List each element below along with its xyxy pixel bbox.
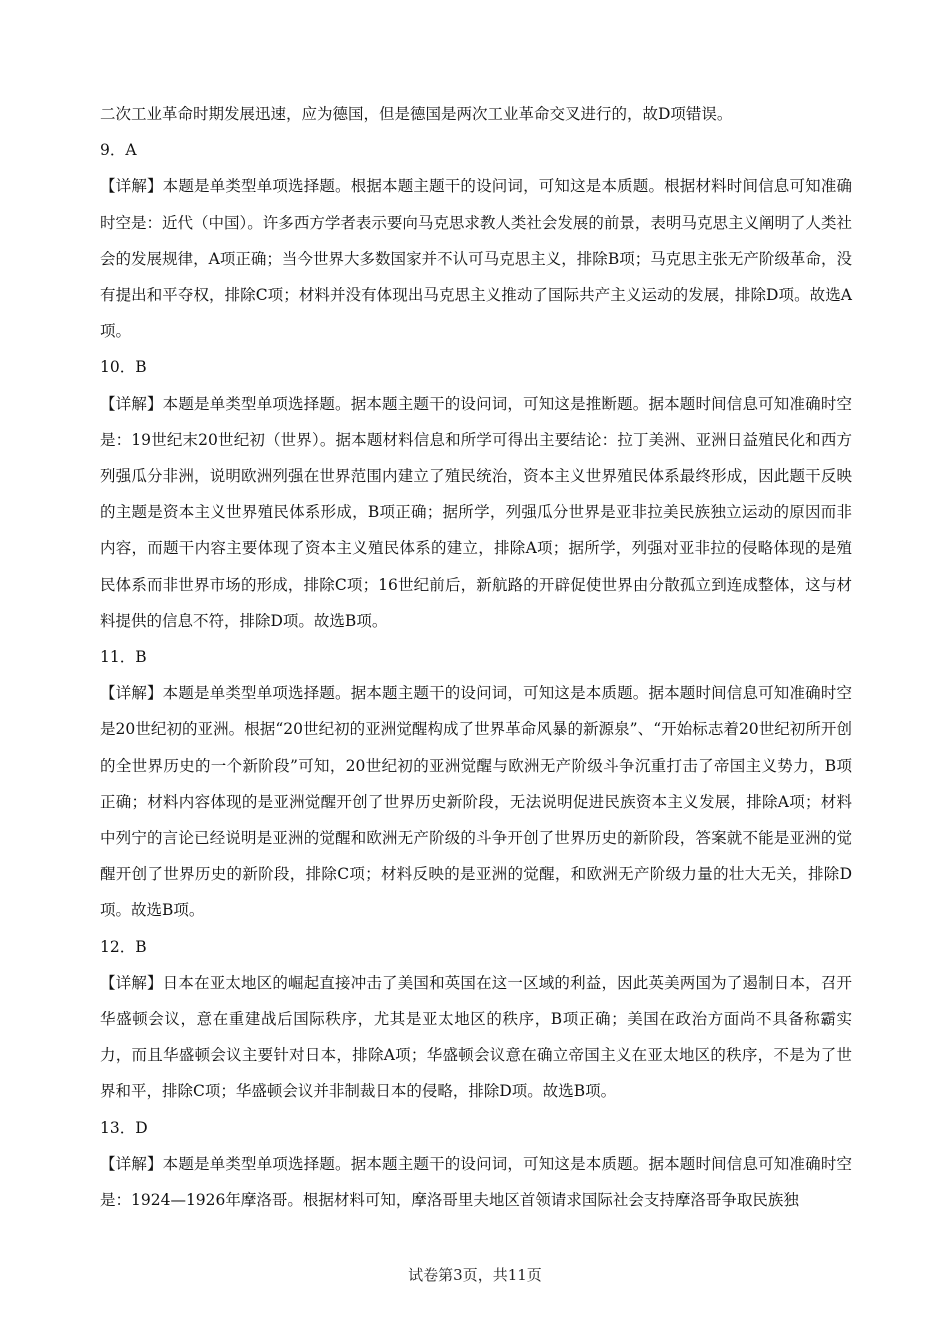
- explanation-11: 【详解】本题是单类型单项选择题。据本题主题干的设问词，可知这是本质题。据本题时间信息可知准确时空是20世纪初的亚洲。根据“20世纪初的亚洲觉醒构成了世界革命风暴的新源泉”、“开始标志着20世纪初所开创的全世界历史的一个新阶段”可知，20世纪初的亚洲觉醒与欧洲无产阶级斗争沉重打击了帝国主义势力，B项正确；材料内容体现的是亚洲觉醒开创了世界历史新阶段，无法说明促进民族资本主义发展，排除A项；材料中列宁的言论已经说明是亚洲的觉醒和欧洲无产阶级的斗争开创了世界历史的新阶段，答案就不能是亚洲的觉醒开创了世界历史的新阶段，排除C项；材料反映的是亚洲的觉醒，和欧洲无产阶级力量的壮大无关，排除D项。故选B项。: [100, 684, 852, 920]
- explanation-13: 【详解】本题是单类型单项选择题。据本题主题干的设问词，可知这是本质题。据本题时间信息可知准确时空是：1924—1926年摩洛哥。根据材料可知，摩洛哥里夫地区首领请求国际社会支持摩洛哥争取民族独: [100, 1154, 852, 1210]
- answer-heading-10: 10．B: [100, 358, 147, 377]
- explanation-10: 【详解】本题是单类型单项选择题。据本题主题干的设问词，可知这是推断题。据本题时间信息可知准确时空是：19世纪末20世纪初（世界）。据本题材料信息和所学可得出主要结论：拉丁美洲、亚洲日益殖民化和西方列强瓜分非洲，说明欧洲列强在世界范围内建立了殖民统治，资本主义世界殖民体系最终形成，因此题干反映的主题是资本主义世界殖民体系形成，B项正确；据所学，列强瓜分世界是亚非拉美民族独立运动的原因而非内容，而题干内容主要体现了资本主义殖民体系的建立，排除A项；据所学，列强对亚非拉的侵略体现的是殖民体系而非世界市场的形成，排除C项；16世纪前后，新航路的开辟促使世界由分散孤立到连成整体，这与材料提供的信息不符，排除D项。故选B项。: [100, 394, 852, 630]
- answer-heading-11: 11．B: [100, 648, 147, 667]
- document-body: [100, 96, 852, 1218]
- explanation-9: 【详解】本题是单类型单项选择题。根据本题主题干的设问词，可知这是本质题。根据材料时间信息可知准确时空是：近代（中国）。许多西方学者表示要向马克思求教人类社会发展的前景，表明马克思主义阐明了人类社会的发展规律，A项正确；当今世界大多数国家并不认可马克思主义，排除B项；马克思主张无产阶级革命，没有提出和平夺权，排除C项；材料并没有体现出马克思主义推动了国际共产主义运动的发展，排除D项。故选A项。: [100, 177, 852, 341]
- paragraph-continuation: 二次工业革命时期发展迅速，应为德国，但是德国是两次工业革命交叉进行的，故D项错误。: [100, 105, 733, 123]
- answer-heading-13: 13．D: [100, 1118, 148, 1137]
- explanation-12: 【详解】日本在亚太地区的崛起直接冲击了美国和英国在这一区域的利益，因此英美两国为了遏制日本，召开华盛顿会议，意在重建战后国际秩序，尤其是亚太地区的秩序，B项正确；美国在政治方面尚不具备称霸实力，而且华盛顿会议主要针对日本，排除A项；华盛顿会议意在确立帝国主义在亚太地区的秩序，不是为了世界和平，排除C项；华盛顿会议并非制裁日本的侵略，排除D项。故选B项。: [100, 973, 852, 1101]
- page-footer: 试卷第3页，共11页: [408, 1266, 542, 1284]
- answer-heading-12: 12．B: [100, 937, 147, 956]
- answer-heading-9: 9．A: [100, 141, 137, 160]
